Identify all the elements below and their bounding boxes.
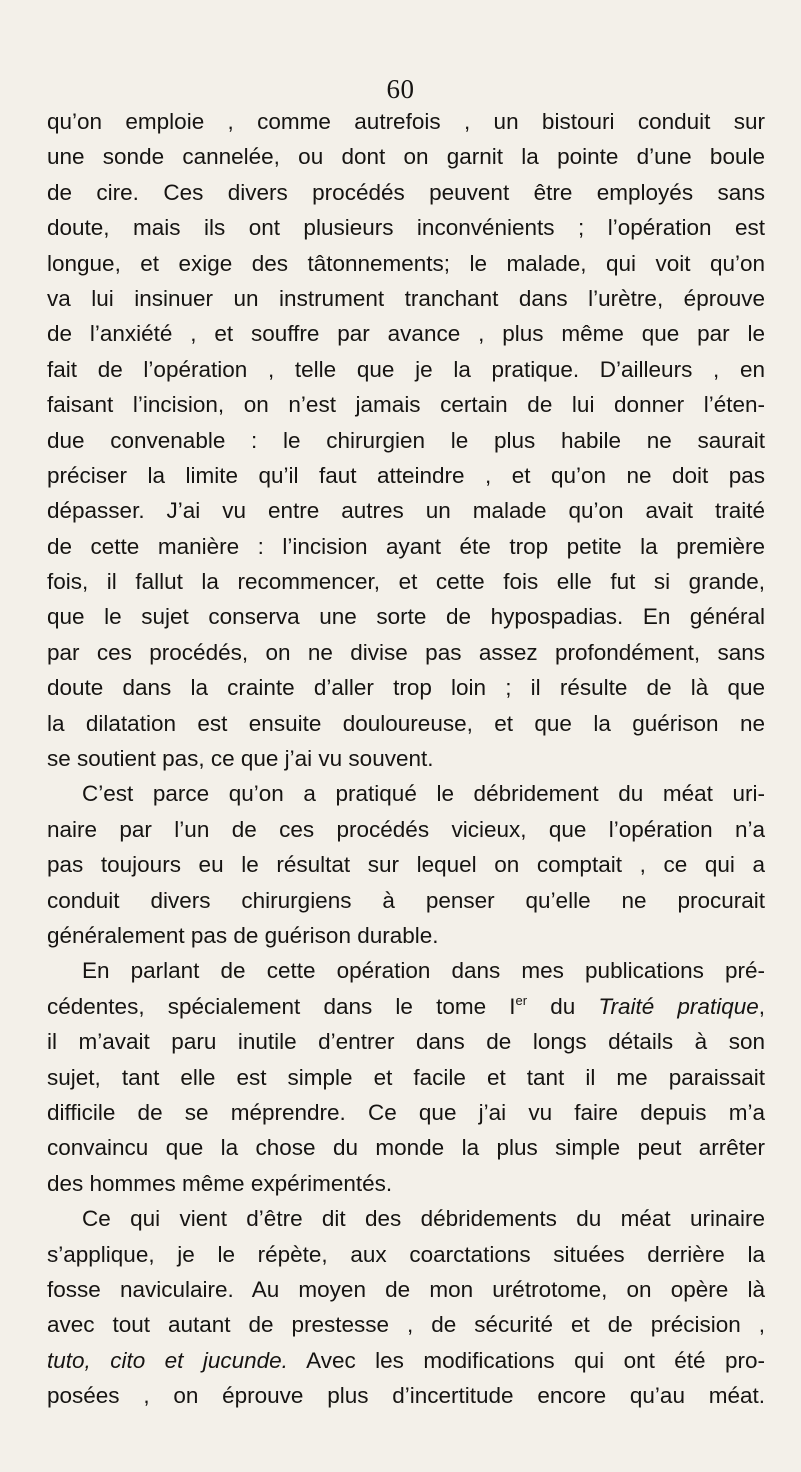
text-line: fosse naviculaire. Au moyen de mon urétrotome, on opère là <box>47 1276 765 1302</box>
text-line-tuto <box>47 1343 765 1378</box>
text-line: difficile de se méprendre. Ce que j’ai vu faire depuis m’a <box>47 1099 765 1125</box>
text-line: fois, il fallut la recommencer, et cette fois elle fut si grande, <box>47 569 765 595</box>
latin-phrase-italic: tuto, cito et jucunde. <box>47 1347 288 1373</box>
paragraph-start-line: C’est parce qu’on a pratiqué le débridement du méat uri- <box>82 781 765 807</box>
text-line: va lui insinuer un instrument tranchant dans l’urètre, éprouve <box>47 285 765 311</box>
text-line-tome <box>47 989 765 1024</box>
text-line: sujet, tant elle est simple et facile et tant il me paraissait <box>47 1064 765 1090</box>
text-line: il m’avait paru inutile d’entrer dans de longs détails à son <box>47 1029 765 1055</box>
paragraph-start-line: Ce qui vient d’être dit des débridements du méat urinaire <box>82 1206 765 1232</box>
text-line: s’applique, je le répète, aux coarctations situées derrière la <box>47 1241 765 1267</box>
paragraph-start-line: En parlant de cette opération dans mes publications pré- <box>82 958 765 984</box>
text-line: posées , on éprouve plus d’incertitude encore qu’au méat. <box>47 1383 765 1409</box>
page-number: 60 <box>386 74 415 104</box>
text-line: fait de l’opération , telle que je la pratique. D’ailleurs , en <box>47 356 765 382</box>
text-line: par ces procédés, on ne divise pas assez profondément, sans <box>47 639 765 665</box>
text-line: une sonde cannelée, ou dont on garnit la pointe d’une boule <box>47 144 765 170</box>
text-line: conduit divers chirurgiens à penser qu’elle ne procurait <box>47 887 765 913</box>
text-line: convaincu que la chose du monde la plus simple peut arrêter <box>47 1135 765 1161</box>
text-line: de l’anxiété , et souffre par avance , plus même que par le <box>47 321 765 347</box>
text-line: que le sujet conserva une sorte de hypospadias. En général <box>47 604 765 630</box>
text-line: de cire. Ces divers procédés peuvent être employés sans <box>47 179 765 205</box>
text-line: doute dans la crainte d’aller trop loin ; il résulte de là que <box>47 675 765 701</box>
text-line: de cette manière : l’incision ayant éte trop petite la première <box>47 533 765 559</box>
text-line: qu’on emploie , comme autrefois , un bistouri conduit sur <box>47 109 765 134</box>
paragraph-end-line: généralement pas de guérison durable. <box>47 922 439 948</box>
text-line: avec tout autant de prestesse , de sécurité et de précision , <box>47 1312 765 1338</box>
text-line: faisant l’incision, on n’est jamais certain de lui donner l’éten- <box>47 392 765 418</box>
body-text <box>47 104 765 1413</box>
text-fragment: , <box>758 993 765 1019</box>
text-line: la dilatation est ensuite douloureuse, et que la guérison ne <box>47 710 765 736</box>
paragraph-end-line: se soutient pas, ce que j’ai vu souvent. <box>47 746 434 772</box>
text-line: naire par l’un de ces procédés vicieux, que l’opération n’a <box>47 816 765 842</box>
text-line: longue, et exige des tâtonnements; le malade, qui voit qu’on <box>47 250 765 276</box>
text-line: doute, mais ils ont plusieurs inconvénients ; l’opération est <box>47 215 765 241</box>
text-line: préciser la limite qu’il faut atteindre , et qu’on ne doit pas <box>47 462 765 488</box>
text-line: dépasser. J’ai vu entre autres un malade qu’on avait traité <box>47 498 765 524</box>
text-fragment: du <box>527 993 599 1019</box>
text-line: pas toujours eu le résultat sur lequel on comptait , ce qui a <box>47 852 765 878</box>
paragraph-end-line: des hommes même expérimentés. <box>47 1170 393 1196</box>
text-fragment: Avec les modifications qui ont été pro- <box>287 1347 766 1373</box>
superscript: er <box>515 992 528 1008</box>
text-fragment: cédentes, spécialement dans le tome I <box>47 993 516 1019</box>
text-line: due convenable : le chirurgien le plus habile ne saurait <box>47 427 765 453</box>
book-title-italic: Traité pratique <box>598 993 759 1019</box>
